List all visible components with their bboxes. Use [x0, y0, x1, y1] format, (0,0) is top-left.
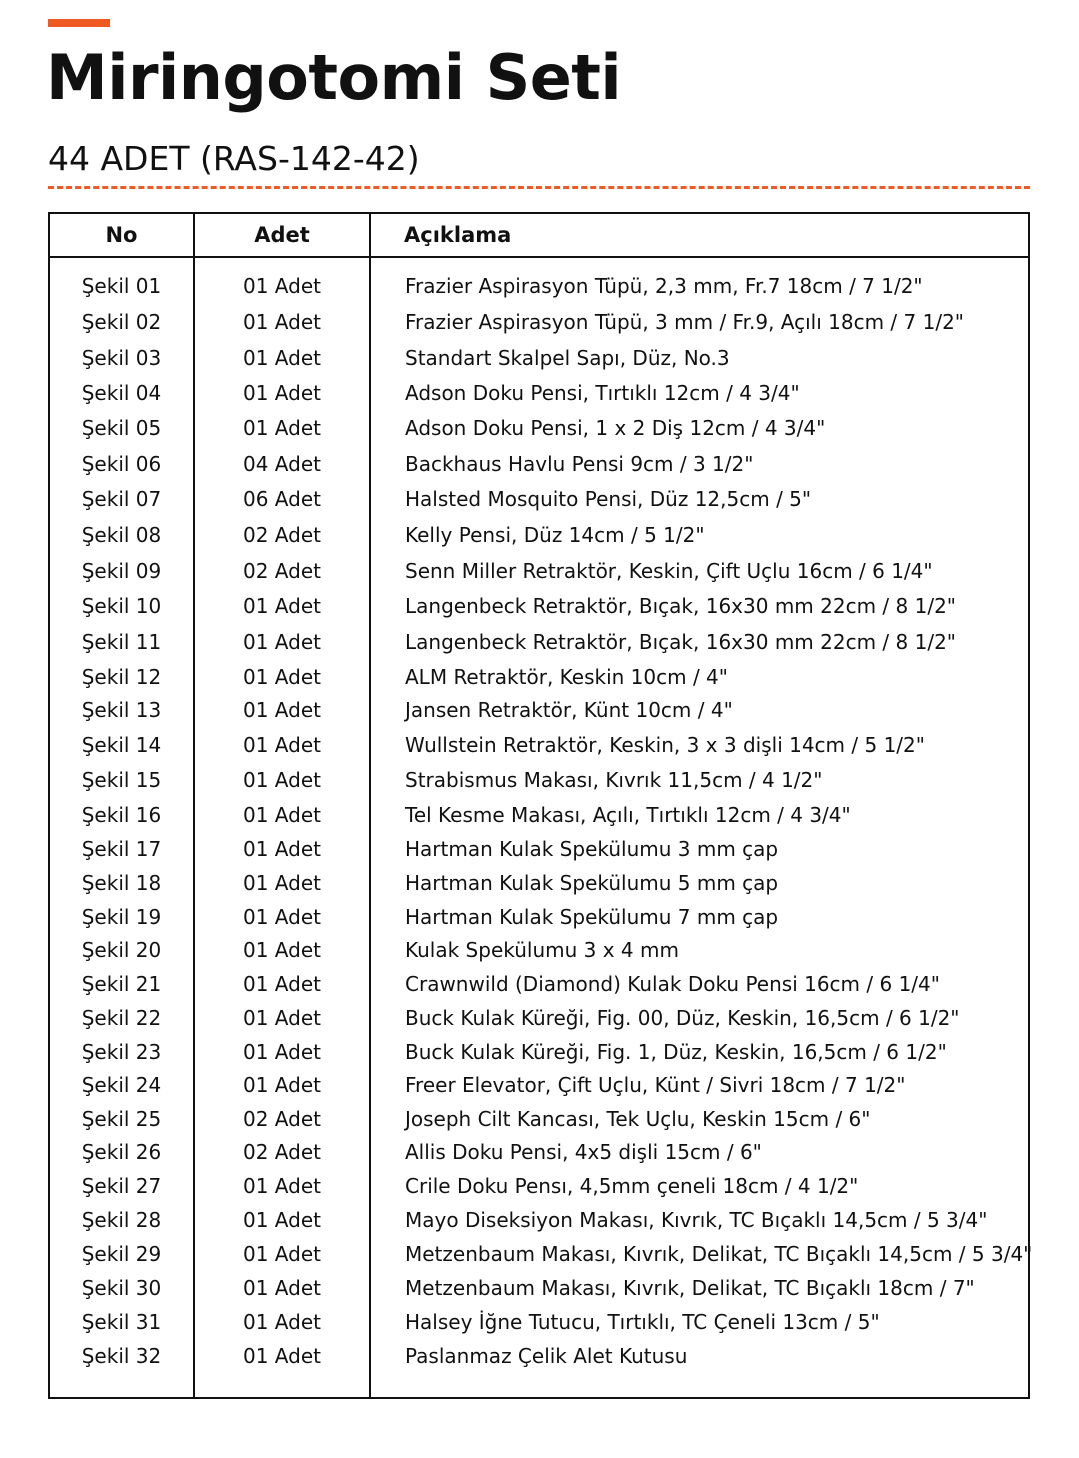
row-adet: 01 Adet: [243, 381, 321, 405]
table-row: [50, 343, 1028, 373]
table-row: [50, 413, 1028, 443]
row-adet: 01 Adet: [243, 594, 321, 618]
row-adet: 01 Adet: [243, 698, 321, 722]
row-aciklama: Halsted Mosquito Pensi, Düz 12,5cm / 5": [405, 487, 812, 511]
column-header-adet: Adet: [254, 223, 310, 247]
row-adet: 02 Adet: [243, 1140, 321, 1164]
table-row: [50, 484, 1028, 514]
row-aciklama: Jansen Retraktör, Künt 10cm / 4": [405, 698, 733, 722]
row-aciklama: Buck Kulak Küreği, Fig. 1, Düz, Keskin, 16,5cm / 6 1/2": [405, 1040, 947, 1064]
table-body: [50, 214, 1033, 1397]
row-aciklama: Standart Skalpel Sapı, Düz, No.3: [405, 346, 730, 370]
row-aciklama: Kelly Pensi, Düz 14cm / 5 1/2": [405, 523, 705, 547]
table-row: [50, 591, 1028, 621]
row-adet: 02 Adet: [243, 559, 321, 583]
row-no: Şekil 03: [81, 346, 162, 370]
row-no: Şekil 16: [81, 803, 162, 827]
page-subtitle: 44 ADET (RAS-142-42): [48, 139, 420, 178]
table-row: [50, 1137, 1028, 1167]
row-aciklama: Langenbeck Retraktör, Bıçak, 16x30 mm 22cm / 8 1/2": [405, 594, 956, 618]
table-row: [50, 378, 1028, 408]
row-no: Şekil 12: [81, 665, 162, 689]
row-no: Şekil 05: [81, 416, 162, 440]
row-adet: 01 Adet: [243, 768, 321, 792]
row-no: Şekil 17: [81, 837, 162, 861]
row-aciklama: Paslanmaz Çelik Alet Kutusu: [405, 1344, 688, 1368]
table-row: [50, 902, 1028, 932]
row-no: Şekil 18: [81, 871, 162, 895]
row-aciklama: Adson Doku Pensi, 1 x 2 Diş 12cm / 4 3/4": [405, 416, 826, 440]
row-adet: 01 Adet: [243, 938, 321, 962]
page-title: Miringotomi Seti: [46, 41, 622, 114]
table-row: [50, 1037, 1028, 1067]
dashed-divider: [48, 186, 1030, 189]
row-no: Şekil 24: [81, 1073, 162, 1097]
row-adet: 06 Adet: [243, 487, 321, 511]
row-no: Şekil 21: [81, 972, 162, 996]
row-no: Şekil 11: [81, 630, 162, 654]
table-row: [50, 271, 1028, 301]
table-row: [50, 765, 1028, 795]
row-adet: 01 Adet: [243, 1006, 321, 1030]
table-row: [50, 1003, 1028, 1033]
table-row: [50, 1104, 1028, 1134]
table-row: [50, 1070, 1028, 1100]
row-aciklama: Joseph Cilt Kancası, Tek Uçlu, Keskin 15cm / 6": [405, 1107, 871, 1131]
row-adet: 01 Adet: [243, 630, 321, 654]
row-aciklama: Crawnwild (Diamond) Kulak Doku Pensi 16cm / 6 1/4": [405, 972, 940, 996]
row-no: Şekil 07: [81, 487, 162, 511]
table-row: [50, 868, 1028, 898]
row-no: Şekil 29: [81, 1242, 162, 1266]
table-row: [50, 1341, 1028, 1371]
row-no: Şekil 06: [81, 452, 162, 476]
row-adet: 01 Adet: [243, 871, 321, 895]
row-adet: 01 Adet: [243, 803, 321, 827]
items-table: [48, 212, 1033, 1399]
row-no: Şekil 19: [81, 905, 162, 929]
row-no: Şekil 08: [81, 523, 162, 547]
row-adet: 01 Adet: [243, 837, 321, 861]
column-header-no: No: [105, 223, 138, 247]
row-no: Şekil 22: [81, 1006, 162, 1030]
row-adet: 01 Adet: [243, 1040, 321, 1064]
row-aciklama: Wullstein Retraktör, Keskin, 3 x 3 dişli 14cm / 5 1/2": [405, 733, 925, 757]
row-aciklama: Langenbeck Retraktör, Bıçak, 16x30 mm 22cm / 8 1/2": [405, 630, 956, 654]
table-row: [50, 800, 1028, 830]
row-adet: 01 Adet: [243, 1174, 321, 1198]
row-no: Şekil 31: [81, 1310, 162, 1334]
row-adet: 01 Adet: [243, 310, 321, 334]
row-adet: 01 Adet: [243, 1242, 321, 1266]
row-aciklama: Kulak Spekülumu 3 x 4 mm: [405, 938, 679, 962]
row-adet: 04 Adet: [243, 452, 321, 476]
row-no: Şekil 25: [81, 1107, 162, 1131]
row-aciklama: Freer Elevator, Çift Uçlu, Künt / Sivri 18cm / 7 1/2": [405, 1073, 906, 1097]
table-row: [50, 730, 1028, 760]
row-adet: 01 Adet: [243, 1073, 321, 1097]
row-adet: 01 Adet: [243, 416, 321, 440]
row-adet: 02 Adet: [243, 523, 321, 547]
row-aciklama: Hartman Kulak Spekülumu 3 mm çap: [405, 837, 779, 861]
row-aciklama: Hartman Kulak Spekülumu 7 mm çap: [405, 905, 779, 929]
row-adet: 01 Adet: [243, 1276, 321, 1300]
row-aciklama: Backhaus Havlu Pensi 9cm / 3 1/2": [405, 452, 754, 476]
row-aciklama: Frazier Aspirasyon Tüpü, 3 mm / Fr.9, Açılı 18cm / 7 1/2": [405, 310, 964, 334]
row-no: Şekil 09: [81, 559, 162, 583]
table-row: [50, 449, 1028, 479]
table-row: [50, 1205, 1028, 1235]
table-row: [50, 1239, 1033, 1269]
row-no: Şekil 02: [81, 310, 162, 334]
row-no: Şekil 04: [81, 381, 162, 405]
table-row: [50, 627, 1028, 657]
table-row: [50, 520, 1028, 550]
row-no: Şekil 20: [81, 938, 162, 962]
row-aciklama: Crile Doku Pensı, 4,5mm çeneli 18cm / 4 1/2": [405, 1174, 859, 1198]
row-no: Şekil 23: [81, 1040, 162, 1064]
row-aciklama: Allis Doku Pensi, 4x5 dişli 15cm / 6": [405, 1140, 762, 1164]
column-header-aciklama: Açıklama: [404, 223, 512, 247]
table-row: [50, 834, 1028, 864]
row-aciklama: Mayo Diseksiyon Makası, Kıvrık, TC Bıçaklı 14,5cm / 5 3/4": [405, 1208, 988, 1232]
row-adet: 01 Adet: [243, 1208, 321, 1232]
row-aciklama: Metzenbaum Makası, Kıvrık, Delikat, TC Bıçaklı 14,5cm / 5 3/4": [405, 1242, 1033, 1266]
table-row: [50, 1273, 1028, 1303]
row-aciklama: Metzenbaum Makası, Kıvrık, Delikat, TC Bıçaklı 18cm / 7": [405, 1276, 975, 1300]
row-no: Şekil 14: [81, 733, 162, 757]
row-adet: 01 Adet: [243, 665, 321, 689]
row-adet: 02 Adet: [243, 1107, 321, 1131]
row-adet: 01 Adet: [243, 274, 321, 298]
row-no: Şekil 28: [81, 1208, 162, 1232]
row-aciklama: Hartman Kulak Spekülumu 5 mm çap: [405, 871, 779, 895]
row-no: Şekil 10: [81, 594, 162, 618]
row-aciklama: Buck Kulak Küreği, Fig. 00, Düz, Keskin, 16,5cm / 6 1/2": [405, 1006, 960, 1030]
table-row: [50, 556, 1028, 586]
row-no: Şekil 13: [81, 698, 162, 722]
row-no: Şekil 01: [81, 274, 162, 298]
row-no: Şekil 26: [81, 1140, 162, 1164]
row-adet: 01 Adet: [243, 905, 321, 929]
row-aciklama: Adson Doku Pensi, Tırtıklı 12cm / 4 3/4": [405, 381, 800, 405]
row-aciklama: Frazier Aspirasyon Tüpü, 2,3 mm, Fr.7 18cm / 7 1/2": [405, 274, 923, 298]
row-aciklama: ALM Retraktör, Keskin 10cm / 4": [405, 665, 728, 689]
row-adet: 01 Adet: [243, 733, 321, 757]
row-aciklama: Tel Kesme Makası, Açılı, Tırtıklı 12cm / 4 3/4": [405, 803, 851, 827]
row-adet: 01 Adet: [243, 1310, 321, 1334]
table-row: [50, 935, 1028, 965]
row-adet: 01 Adet: [243, 1344, 321, 1368]
row-adet: 01 Adet: [243, 972, 321, 996]
row-no: Şekil 30: [81, 1276, 162, 1300]
row-no: Şekil 32: [81, 1344, 162, 1368]
row-aciklama: Strabismus Makası, Kıvrık 11,5cm / 4 1/2": [405, 768, 823, 792]
table-row: [50, 662, 1028, 692]
row-aciklama: Halsey İğne Tutucu, Tırtıklı, TC Çeneli 13cm / 5": [405, 1310, 880, 1334]
table-row: [50, 695, 1028, 725]
table-row: [50, 1171, 1028, 1201]
table-row: [50, 969, 1028, 999]
row-adet: 01 Adet: [243, 346, 321, 370]
table-row: [50, 307, 1028, 337]
accent-bar: [48, 19, 110, 27]
row-aciklama: Senn Miller Retraktör, Keskin, Çift Uçlu 16cm / 6 1/4": [405, 559, 933, 583]
table-row: [50, 1307, 1028, 1337]
row-no: Şekil 15: [81, 768, 162, 792]
row-no: Şekil 27: [81, 1174, 162, 1198]
